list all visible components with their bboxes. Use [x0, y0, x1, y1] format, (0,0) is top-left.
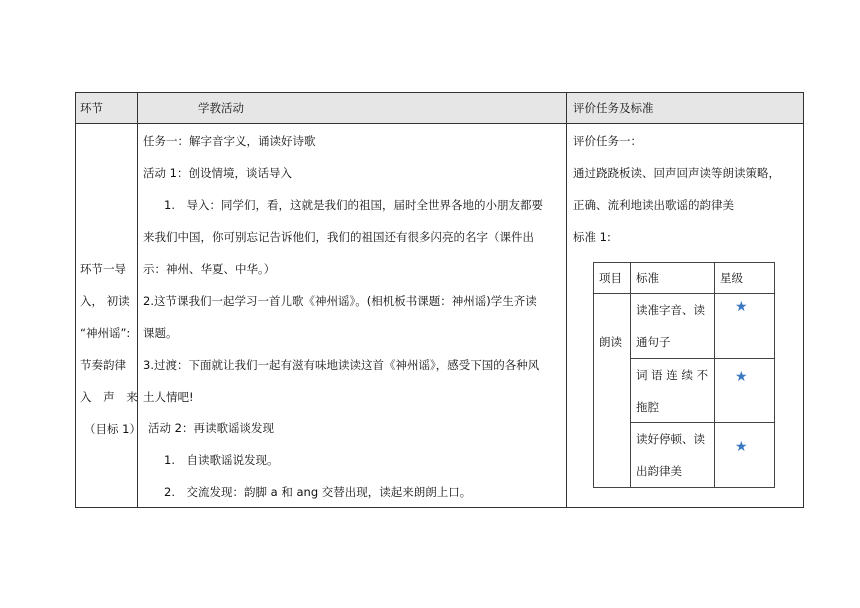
activity-two-title: 活动 2：再读歌谣谈发现 [148, 421, 274, 435]
evaluation-task-title: 评价任务一： [573, 134, 642, 148]
stage-line-2: 入， 初读 [80, 294, 130, 308]
rubric-header-stars: 星级 [720, 271, 743, 285]
table-border-bottom [75, 507, 804, 508]
task-one-title: 任务一：解字音字义，诵读好诗歌 [143, 134, 316, 148]
table-header-divider [75, 123, 804, 124]
star-icon: ★ [735, 299, 748, 315]
star-icon: ★ [735, 369, 748, 385]
rubric-row-1-line-1: 读准字音、读 [636, 303, 705, 317]
table-col-divider-2 [566, 92, 567, 508]
paragraph-3-line-2: 土人情吧! [143, 390, 194, 404]
rubric-row-divider-1 [630, 358, 774, 359]
paragraph-1-line-2: 来我们中国，你可别忘记告诉他们，我们的祖国还有很多闪亮的名字（课件出 [143, 230, 534, 244]
table-border-right [803, 92, 804, 508]
rubric-row-3-line-2: 出韵律美 [636, 464, 682, 478]
rubric-row-3-line-1: 读好停顿、读 [636, 432, 705, 446]
rubric-header-standard: 标准 [636, 271, 659, 285]
stage-line-6: （目标 1） [84, 422, 141, 436]
rubric-border-bottom [593, 487, 774, 488]
rubric-row-2-line-1: 词 语 连 续 不 [636, 368, 709, 382]
rubric-row-2-line-2: 拖腔 [636, 400, 659, 414]
table-header-row [75, 93, 803, 123]
paragraph-1-line-1: 1. 导入：同学们，看，这就是我们的祖国，届时全世界各地的小朋友都要 [164, 198, 543, 212]
rubric-col-divider-1 [630, 262, 631, 488]
rubric-border-top [593, 262, 774, 263]
list-item-1: 1. 自读歌谣说发现。 [164, 453, 279, 467]
rubric-item-reading: 朗读 [599, 335, 622, 349]
rubric-border-left [593, 262, 594, 488]
evaluation-desc-line-1: 通过跷跷板读、回声回声读等朗读策略， [573, 166, 780, 180]
table-col-divider-1 [137, 92, 138, 508]
rubric-row-1-line-2: 通句子 [636, 335, 671, 349]
table-border-top [75, 92, 804, 93]
stage-line-3: “神州谣”: [80, 326, 131, 340]
rubric-border-right [774, 262, 775, 488]
header-evaluation: 评价任务及标准 [573, 101, 654, 115]
header-activity: 学教活动 [198, 101, 244, 115]
list-item-2: 2. 交流发现：韵脚 a 和 ang 交替出现，读起来朗朗上口。 [164, 485, 472, 499]
stage-line-1: 环节一导 [80, 262, 126, 276]
evaluation-standard-label: 标准 1: [573, 230, 611, 244]
rubric-col-divider-2 [714, 262, 715, 488]
header-stage: 环节 [80, 101, 103, 115]
evaluation-desc-line-2: 正确、流利地读出歌谣的韵律美 [573, 198, 734, 212]
activity-one-title: 活动 1：创设情境，谈话导入 [143, 166, 292, 180]
star-icon: ★ [735, 439, 748, 455]
paragraph-2-line-2: 课题。 [143, 326, 178, 340]
paragraph-3-line-1: 3.过渡：下面就让我们一起有滋有味地读读这首《神州谣》，感受下国的各种风 [143, 358, 540, 372]
paragraph-2-line-1: 2.这节课我们一起学习一首儿歌《神州谣》。(相机板书课题：神州谣)学生齐读 [143, 294, 537, 308]
rubric-header-item: 项目 [599, 271, 622, 285]
rubric-row-divider-2 [630, 422, 774, 423]
stage-line-5: 入 声 来 [80, 390, 142, 404]
stage-line-4: 节奏韵律 [80, 358, 126, 372]
paragraph-1-line-3: 示：神州、华夏、中华。） [143, 262, 276, 276]
table-border-left [75, 92, 76, 508]
rubric-header-divider [593, 293, 774, 294]
